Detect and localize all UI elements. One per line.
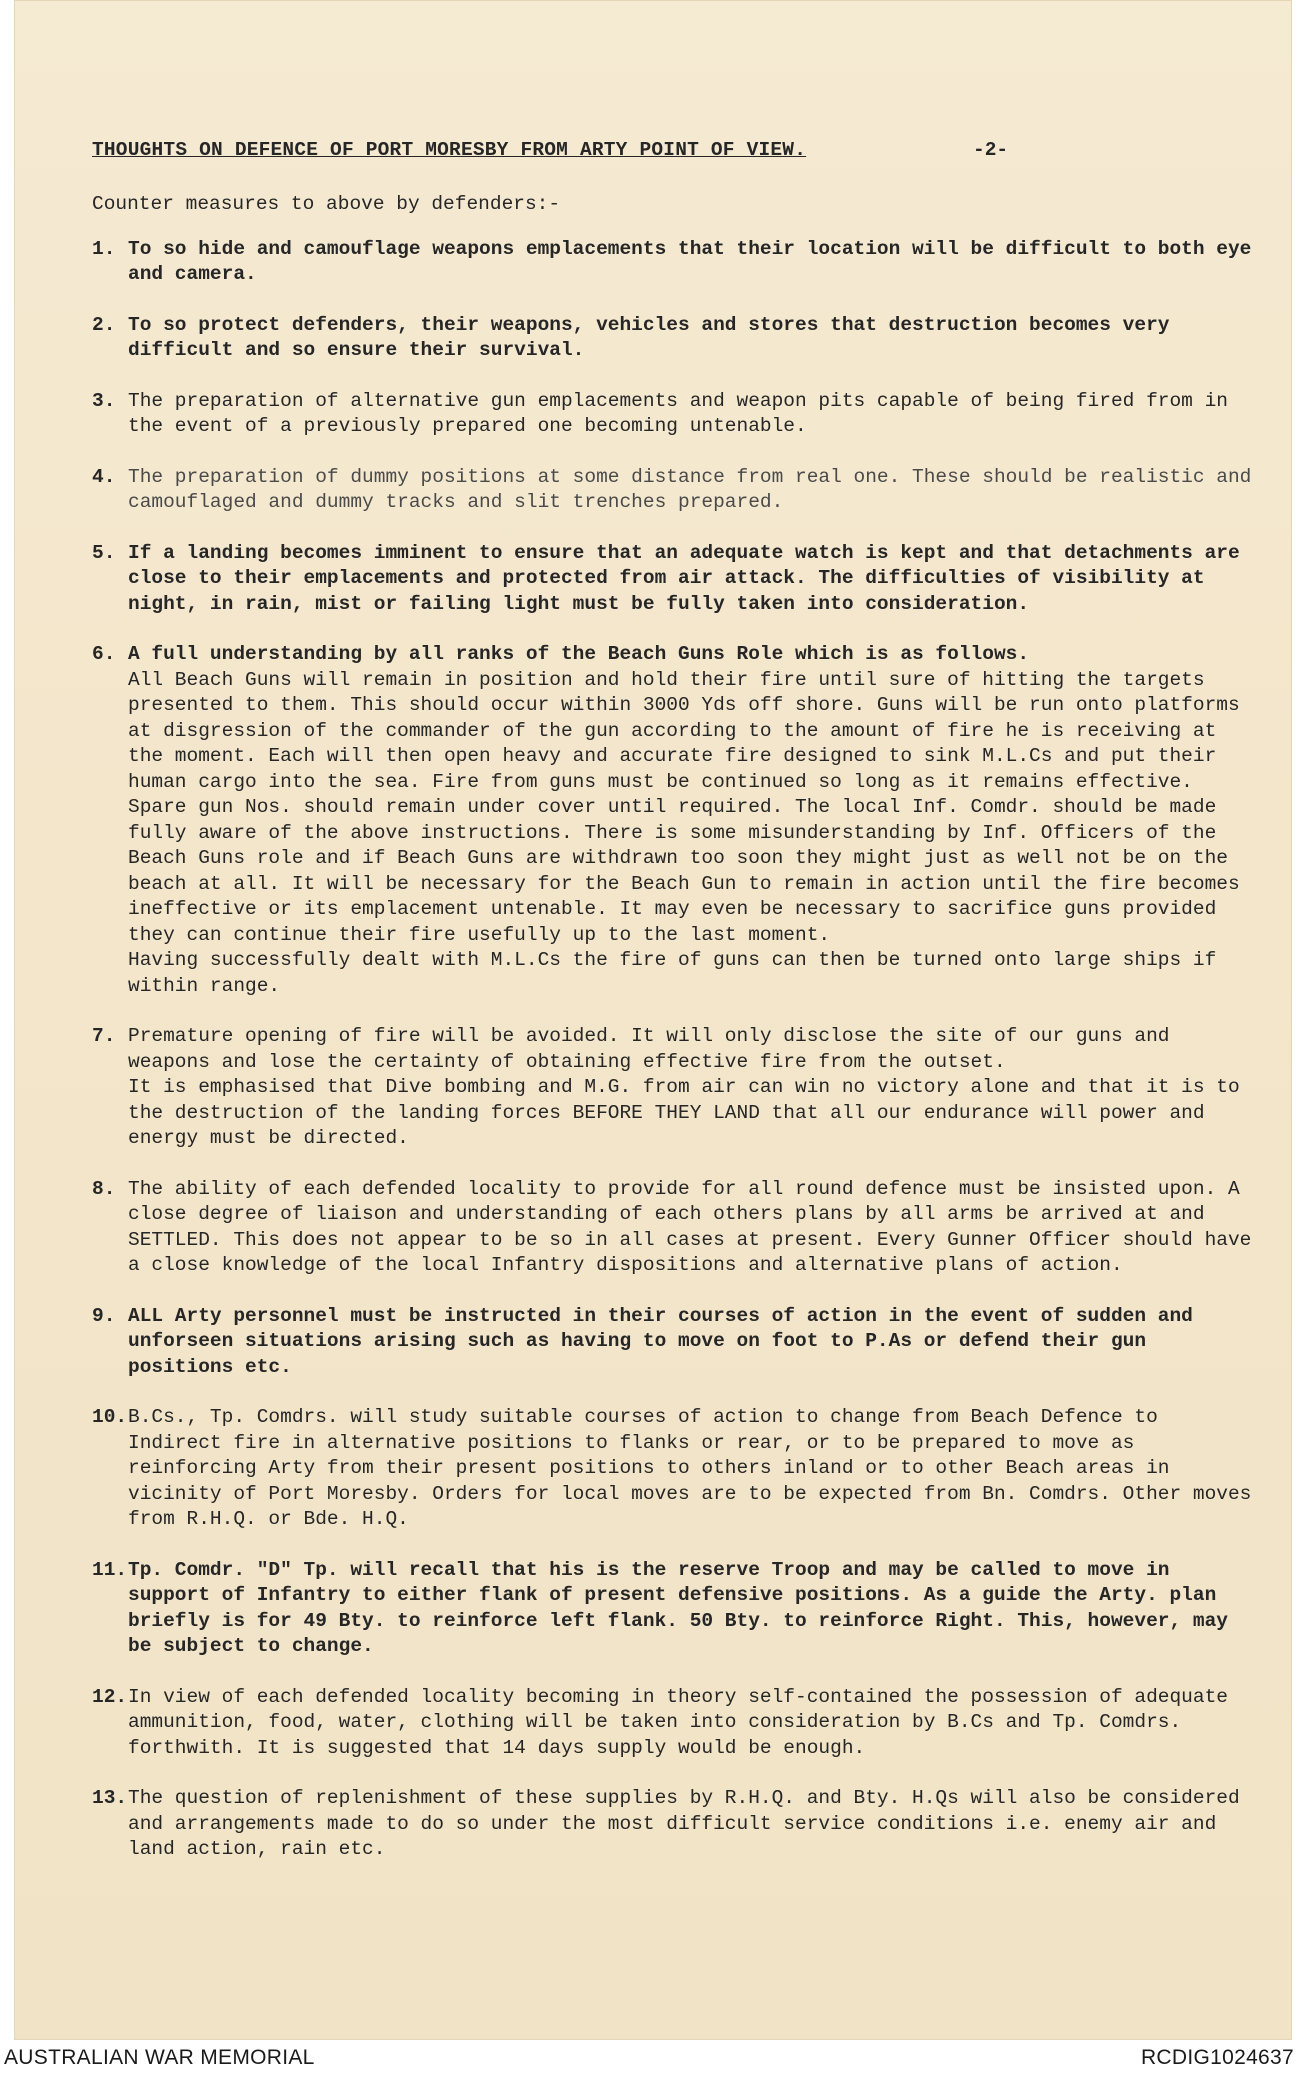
list-item-3 <box>92 389 1252 440</box>
item-number: 4. <box>92 465 116 488</box>
item-body <box>128 642 1252 999</box>
item-tail: It is emphasised that Dive bombing and M.G. from air can win no victory alone and that it is to the destruction of the landing forces BEFORE THEY LAND that all our endurance will power and energy must be directed. <box>128 1076 1240 1149</box>
item-text: To so protect defenders, their weapons, vehicles and stores that destruction becomes very difficult and so ensure their survival. <box>128 313 1170 361</box>
item-number: 3. <box>92 389 116 412</box>
list-item-8 <box>92 1177 1252 1279</box>
item-number: 1. <box>92 237 116 260</box>
item-number: 10. <box>92 1406 128 1428</box>
document-header <box>92 138 1252 172</box>
item-text: All Beach Guns will remain in position and hold their fire until sure of hitting the targets presented to them. This should occur within 3000 Yds off shore. Guns will be run onto platforms at disgression of the commander of the gun according to the amount of fire he is receiving at the moment. Each will then open heavy and accurate fire designed to sink M.L.Cs and put their human cargo into the sea. Fire from guns must be continued so long as it remains effective. Spare gun Nos. should remain under cover until required. The local Inf. Comdr. should be made fully aware of the above instructions. There is some misunderstanding by Inf. Officers of the Beach Guns role and if Beach Guns are withdrawn too soon they might just as well not be on the beach at all. It will be necessary for the Beach Gun to remain in action until the fire becomes ineffective or its emplacement untenable. It may even be necessary to sacrifice guns provided they can continue their fire usefully up to the last moment. <box>128 668 1240 946</box>
item-text: Tp. Comdr. "D" Tp. will recall that his is the reserve Troop and may be called to move in support of Infantry to either flank of present defensive positions. As a guide the Arty. plan briefly is for 49 Bty. to reinforce left flank. 50 Bty. to reinforce Right. This, however, may be subject to change. <box>128 1558 1228 1657</box>
document-title: THOUGHTS ON DEFENCE OF PORT MORESBY FROM ARTY POINT OF VIEW. <box>92 139 807 161</box>
list-item-10 <box>92 1405 1252 1533</box>
list-item-9 <box>92 1304 1252 1381</box>
item-text: To so hide and camouflage weapons emplacements that their location will be difficult to both eye and camera. <box>128 237 1252 285</box>
page-number: -2- <box>973 139 1009 161</box>
item-body <box>128 1024 1252 1152</box>
list-item-7 <box>92 1024 1252 1152</box>
item-number: 5. <box>92 541 116 564</box>
item-number: 9. <box>92 1304 116 1327</box>
list-item-11 <box>92 1558 1252 1660</box>
list-item-4 <box>92 465 1252 516</box>
document-body <box>92 138 1252 1888</box>
item-lead: A full understanding by all ranks of the Beach Guns Role which is as follows. <box>128 643 1030 665</box>
list-item-12 <box>92 1685 1252 1762</box>
item-text: If a landing becomes imminent to ensure that an adequate watch is kept and that detachments are close to their emplacements and protected from air attack. The difficulties of visibility at night, in rain, mist or failing light must be fully taken into consideration. <box>128 541 1240 615</box>
item-number: 2. <box>92 313 116 336</box>
item-number: 11. <box>92 1558 128 1581</box>
item-text: B.Cs., Tp. Comdrs. will study suitable courses of action to change from Beach Defence to Indirect fire in alternative positions to flanks or rear, or to be prepared to move as reinforcing Arty from their present positions to others inland or to other Beach areas in vicinity of Port Moresby. Orders for local moves are to be expected from Bn. Comdrs. Other moves from R.H.Q. or Bde. H.Q. <box>128 1406 1252 1530</box>
footer-attribution: AUSTRALIAN WAR MEMORIAL <box>4 2046 315 2069</box>
footer-record-id: RCDIG1024637 <box>1140 2046 1294 2069</box>
item-text: The ability of each defended locality to provide for all round defence must be insisted upon. A close degree of liaison and understanding of each others plans by all arms be arrived at and SETTLED. This does not appear to be so in all cases at present. Every Gunner Officer should have a close knowledge of the local Infantry dispositions and alternative plans of action. <box>128 1177 1252 1276</box>
item-number: 8. <box>92 1177 116 1200</box>
document-page <box>14 0 1292 2040</box>
intro-line: Counter measures to above by defenders:- <box>92 193 561 215</box>
item-number: 7. <box>92 1025 116 1047</box>
item-number: 12. <box>92 1685 128 1708</box>
item-text: The preparation of dummy positions at some distance from real one. These should be realistic and camouflaged and dummy tracks and slit trenches prepared. <box>128 465 1252 513</box>
list-item-5 <box>92 541 1252 618</box>
item-tail: Having successfully dealt with M.L.Cs the fire of guns can then be turned onto large ships if within range. <box>128 949 1217 997</box>
list-item-6 <box>92 642 1252 999</box>
item-text: The question of replenishment of these supplies by R.H.Q. and Bty. H.Qs will also be considered and arrangements made to do so under the most difficult service conditions i.e. enemy air and land action, rain etc. <box>128 1787 1240 1860</box>
item-number: 6. <box>92 643 116 665</box>
item-text: The preparation of alternative gun emplacements and weapon pits capable of being fired from in the event of a previously prepared one becoming untenable. <box>128 389 1228 437</box>
item-number: 13. <box>92 1787 128 1809</box>
list-item-13 <box>92 1786 1252 1863</box>
item-text: ALL Arty personnel must be instructed in their courses of action in the event of sudden and unforseen situations arising such as having to move on foot to P.As or defend their gun positions etc. <box>128 1304 1193 1378</box>
list-item-1 <box>92 237 1252 288</box>
list-item-2 <box>92 313 1252 364</box>
item-text: Premature opening of fire will be avoided. It will only disclose the site of our guns and weapons and lose the certainty of obtaining effective fire from the outset. <box>128 1025 1170 1073</box>
item-text: In view of each defended locality becoming in theory self-contained the possession of adequate ammunition, food, water, clothing will be taken into consideration by B.Cs and Tp. Comdrs. forthwith. It is suggested that 14 days supply would be enough. <box>128 1685 1228 1759</box>
